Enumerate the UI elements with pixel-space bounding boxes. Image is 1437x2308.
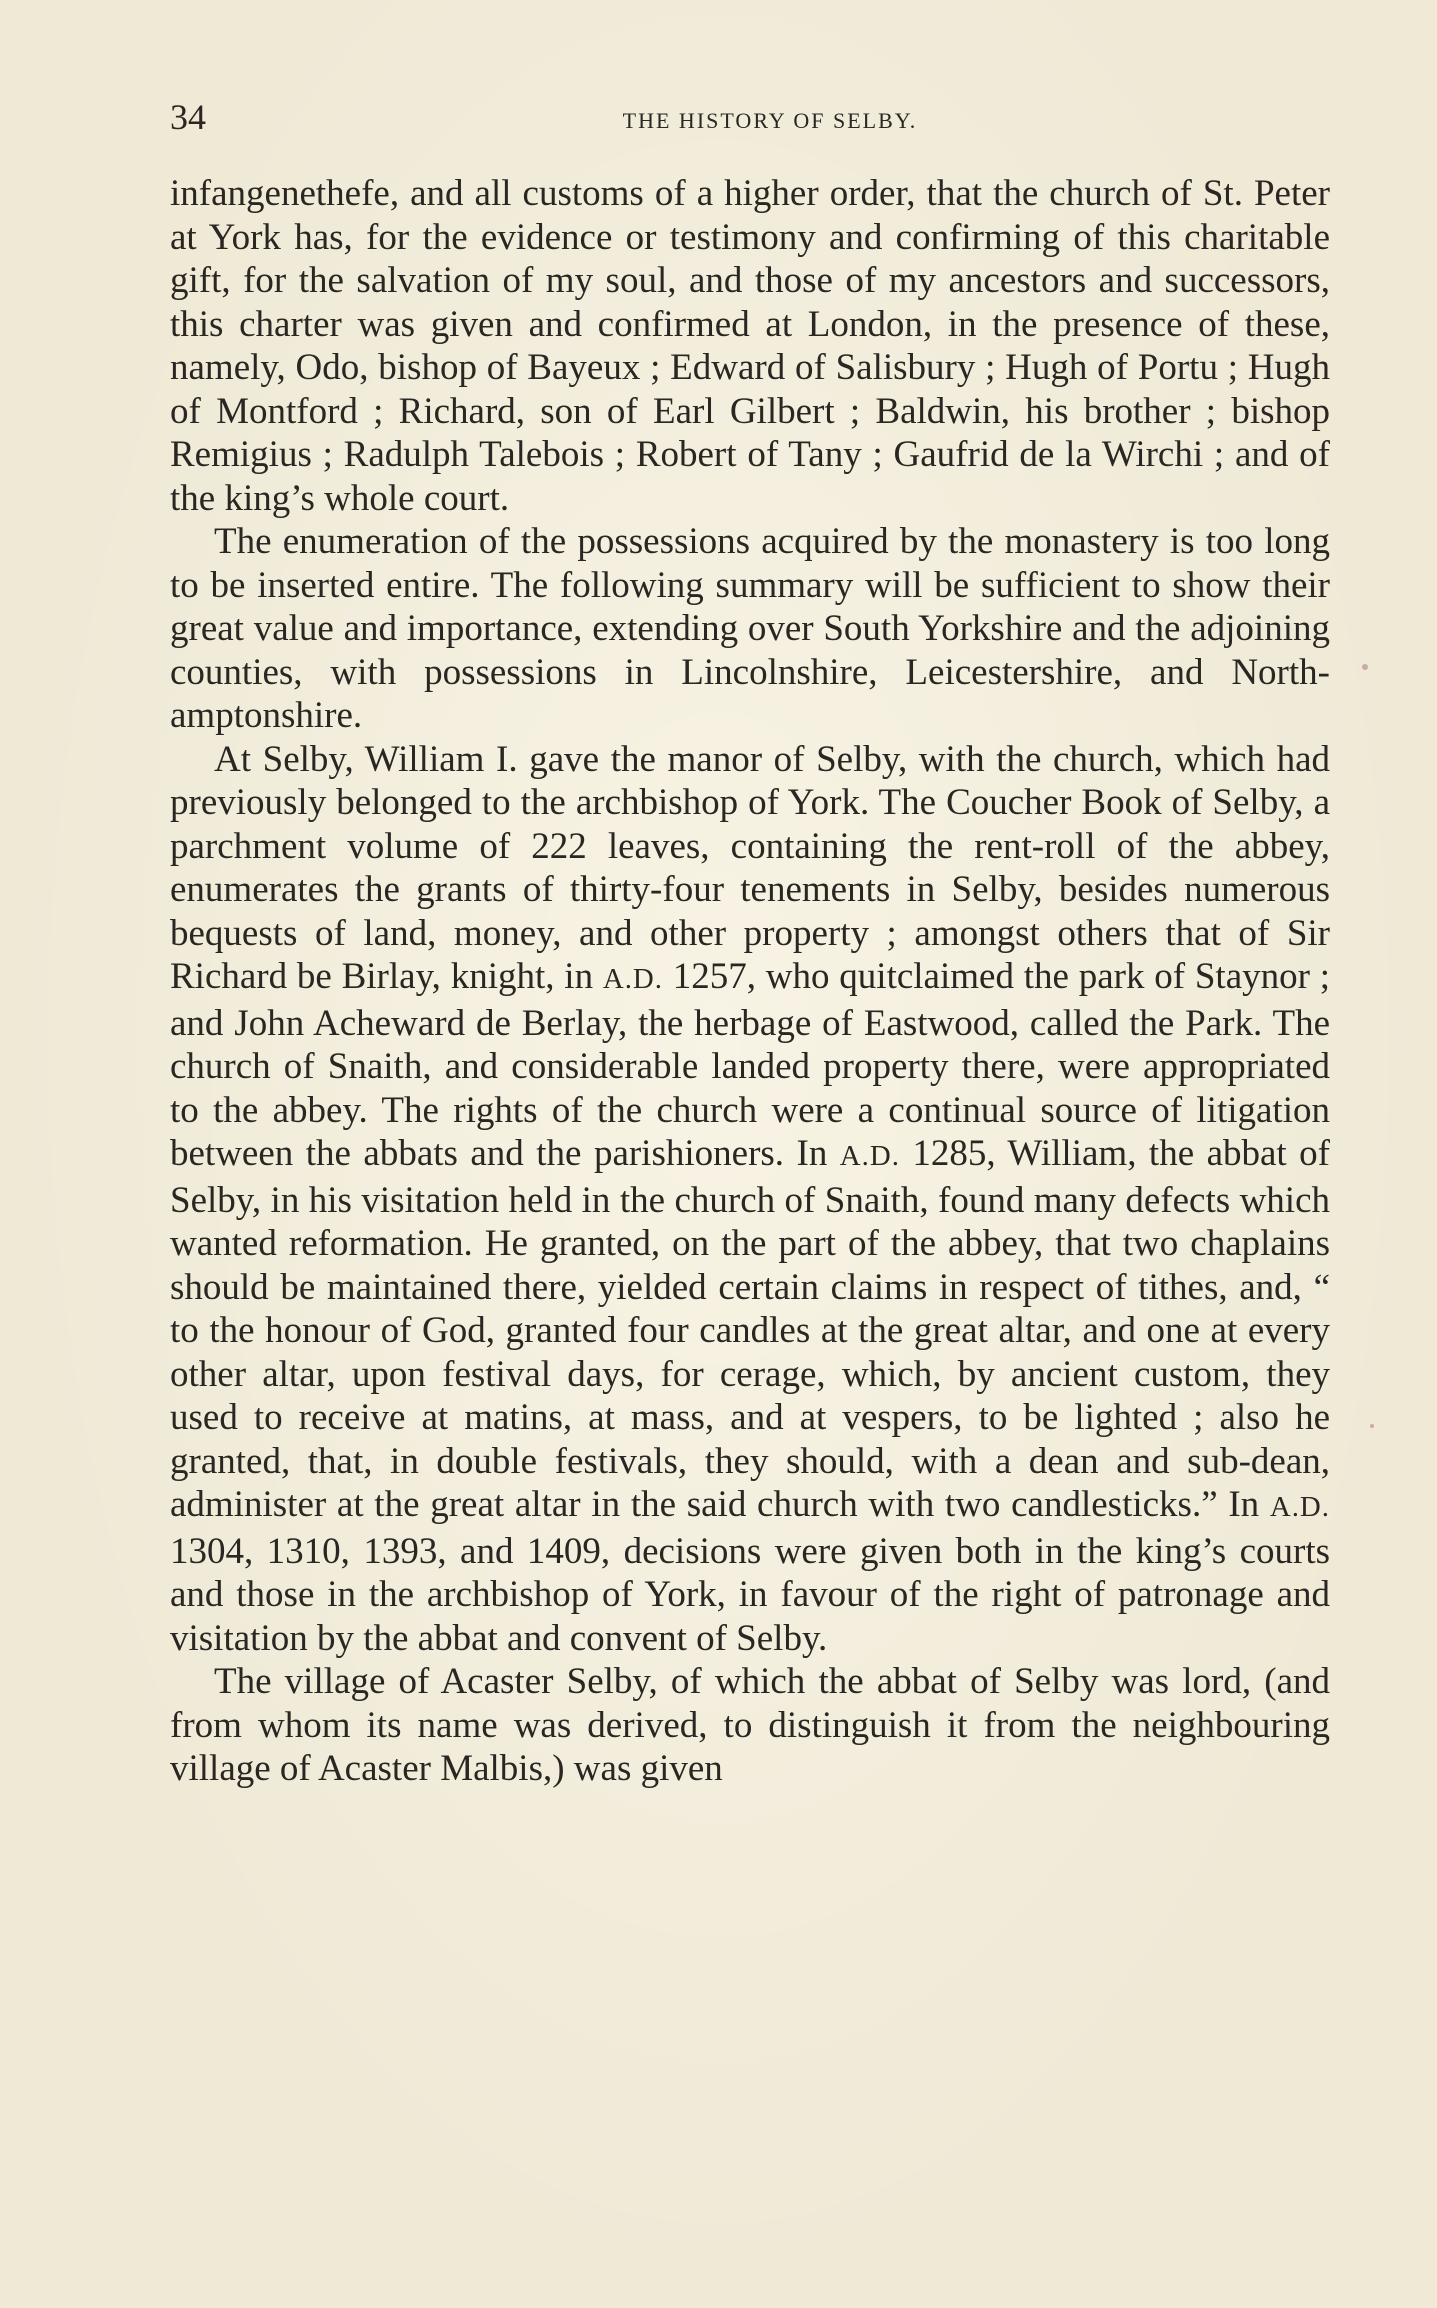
text-run: 1304, 1310, 1393, and 1409, decisions were given both in the king’s courts and those in the archbishop of York, in favour of the right of patronage and visitation by the abbat and convent of Selby. [170, 1530, 1330, 1659]
small-caps-abbrev: A.D. [1269, 1491, 1330, 1523]
text-run: At Selby, William I. gave the manor of Selby, with the church, which had previously belonged to the archbishop of York. The Coucher Book of Selby, a parchment volume of 222 leaves, containing the rent-roll of the abbey, enumerates the grants of thirty-four tenements in Selby, besides numerous bequests of land, money, and other property ; amongst others that of Sir Richard be Birlay, knight, in [170, 738, 1330, 997]
text-run: The enumeration of the possessions acquired by the monastery is too long to be inserted entire. The following summary will be sufficient to show their great value and importance, extending over South Yorkshire and the adjoining counties, with possessions in Lincolnshire, Leicestershire, and Northamptonshire. [170, 521, 1330, 736]
paragraph-p2 [170, 520, 1330, 738]
paragraph-p3 [170, 738, 1330, 1661]
text-run: 1257, who quitclaimed the park of Staynor ; and John Acheward de Berlay, the herbage of Eastwood, called the Park. The church of Snaith, and considerable landed property there, were appropriated to the abbey. The rights of the church were a continual source of litigation between the abbats and the parishioners. In [170, 956, 1330, 1174]
text-run: 1285, William, the abbat of Selby, in his visitation held in the church of Snaith, found many defects which wanted reformation. He granted, on the part of the abbey, that two chaplains should be maintained there, yielded certain claims in respect of tithes, and, “ to the honour of God, granted four candles at the great altar, and one at every other altar, upon festival days, for cerage, which, by ancient custom, they used to receive at matins, at mass, and at vespers, to be lighted ; also he granted, that, in double festivals, they should, with a dean and sub-dean, administer at the great altar in the said church with two candlesticks.” In [170, 1133, 1330, 1525]
page-header [170, 92, 1330, 142]
paper-speck [1362, 664, 1368, 670]
page-number: 34 [170, 97, 206, 137]
running-head-text: THE HISTORY OF SELBY. [622, 108, 918, 133]
text-run: infangenethefe, and all customs of a higher order, that the church of St. Peter at York has, for the evidence or testimony and confirming of this charitable gift, for the salvation of my soul, and those of my ancestors and successors, this charter was given and confirmed at London, in the presence of these, namely, Odo, bishop of Bayeux ; Edward of Salisbury ; Hugh of Portu ; Hugh of Montford ; Richard, son of Earl Gilbert ; Baldwin, his brother ; bishop Remigius ; Radulph Talebois ; Robert of Tany ; Gaufrid de la Wirchi ; and of the king’s whole court. [170, 173, 1330, 519]
small-caps-abbrev: A.D. [839, 1140, 900, 1172]
paragraph-p1 [170, 172, 1330, 520]
small-caps-abbrev: A.D. [602, 963, 663, 995]
running-head [170, 96, 1330, 146]
body-text [170, 172, 1330, 1791]
text-run: The village of Acaster Selby, of which the abbat of Selby was lord, (and from whom its name was derived, to distinguish it from the neighbouring village of Acaster Malbis,) was given [170, 1661, 1330, 1789]
paragraph-p4 [170, 1660, 1330, 1791]
paper-speck [1370, 1424, 1374, 1428]
